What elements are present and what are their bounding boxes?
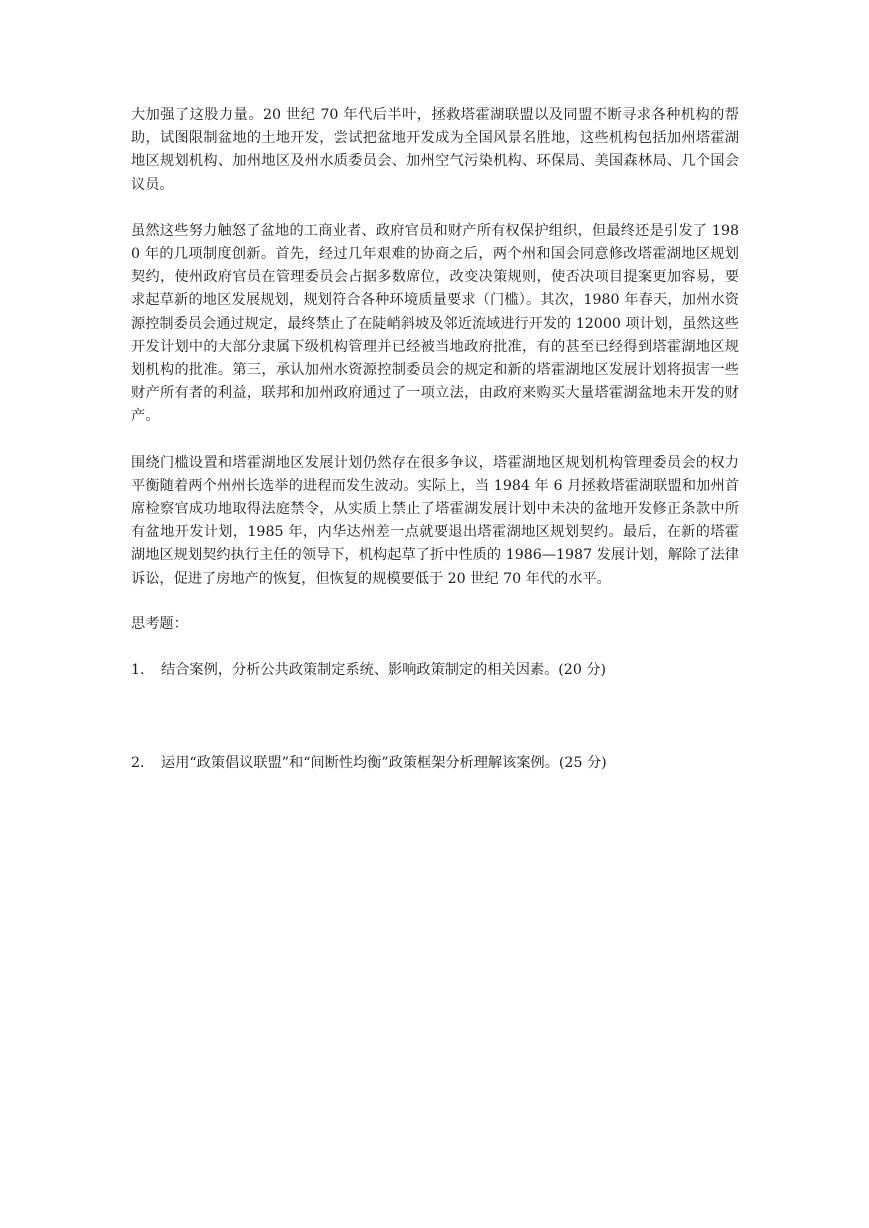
- document-page: [131, 104, 739, 775]
- question-number: 1.: [131, 661, 145, 678]
- question-number: 2.: [131, 754, 145, 771]
- question-text: 结合案例，分析公共政策制定系统、影响政策制定的相关因素。(20 分): [161, 661, 607, 678]
- questions-heading: 思考题：: [131, 615, 188, 632]
- question-item-1: [131, 659, 739, 682]
- question-item-2: [131, 752, 739, 775]
- question-text: 运用“政策倡议联盟”和“间断性均衡”政策框架分析理解该案例。(25 分): [161, 754, 607, 771]
- paragraph-3: 围绕门槛设置和塔霍湖地区发展计划仍然存在很多争议，塔霍湖地区规划机构管理委员会的权力平衡随着两个州州长选举的进程而发生波动。实际上，当 1984 年 6 月拯救塔霍湖联盟和加州首席检察官成功地取得法庭禁令，从实质上禁止了塔霍湖发展计划中未决的盆地开发修正条款中所有盆地开发计划，1985 年，内华达州差一点就要退出塔霍湖地区规划契约。最后，在新的塔霍湖地区规划契约执行主任的领导下，机构起草了折中性质的 1986—1987 发展计划，解除了法律诉讼，促进了房地产的恢复，但恢复的规模要低于 20 世纪 70 年代的水平。: [131, 454, 739, 587]
- paragraph-1: 大加强了这股力量。20 世纪 70 年代后半叶，拯救塔霍湖联盟以及同盟不断寻求各种机构的帮助，试图限制盆地的土地开发，尝试把盆地开发成为全国风景名胜地，这些机构包括加州塔霍湖地区规划机构、加州地区及州水质委员会、加州空气污染机构、环保局、美国森林局、几个国会议员。: [131, 107, 739, 193]
- paragraph-2: 虽然这些努力触怒了盆地的工商业者、政府官员和财产所有权保护组织，但最终还是引发了 1980 年的几项制度创新。首先，经过几年艰难的协商之后，两个州和国会同意修改塔霍湖地区规划契约，使州政府官员在管理委员会占据多数席位，改变决策规则，使否决项目提案更加容易，要求起草新的地区发展规划，规划符合各种环境质量要求（门槛）。其次，1980 年春天，加州水资源控制委员会通过规定，最终禁止了在陡峭斜坡及邻近流域进行开发的 12000 项计划，虽然这些开发计划中的大部分隶属下级机构管理并已经被当地政府批准，有的甚至已经得到塔霍湖地区规划机构的批准。第三，承认加州水资源控制委员会的规定和新的塔霍湖地区发展计划将损害一些财产所有者的利益，联邦和加州政府通过了一项立法，由政府来购买大量塔霍湖盆地未开发的财产。: [131, 222, 739, 425]
